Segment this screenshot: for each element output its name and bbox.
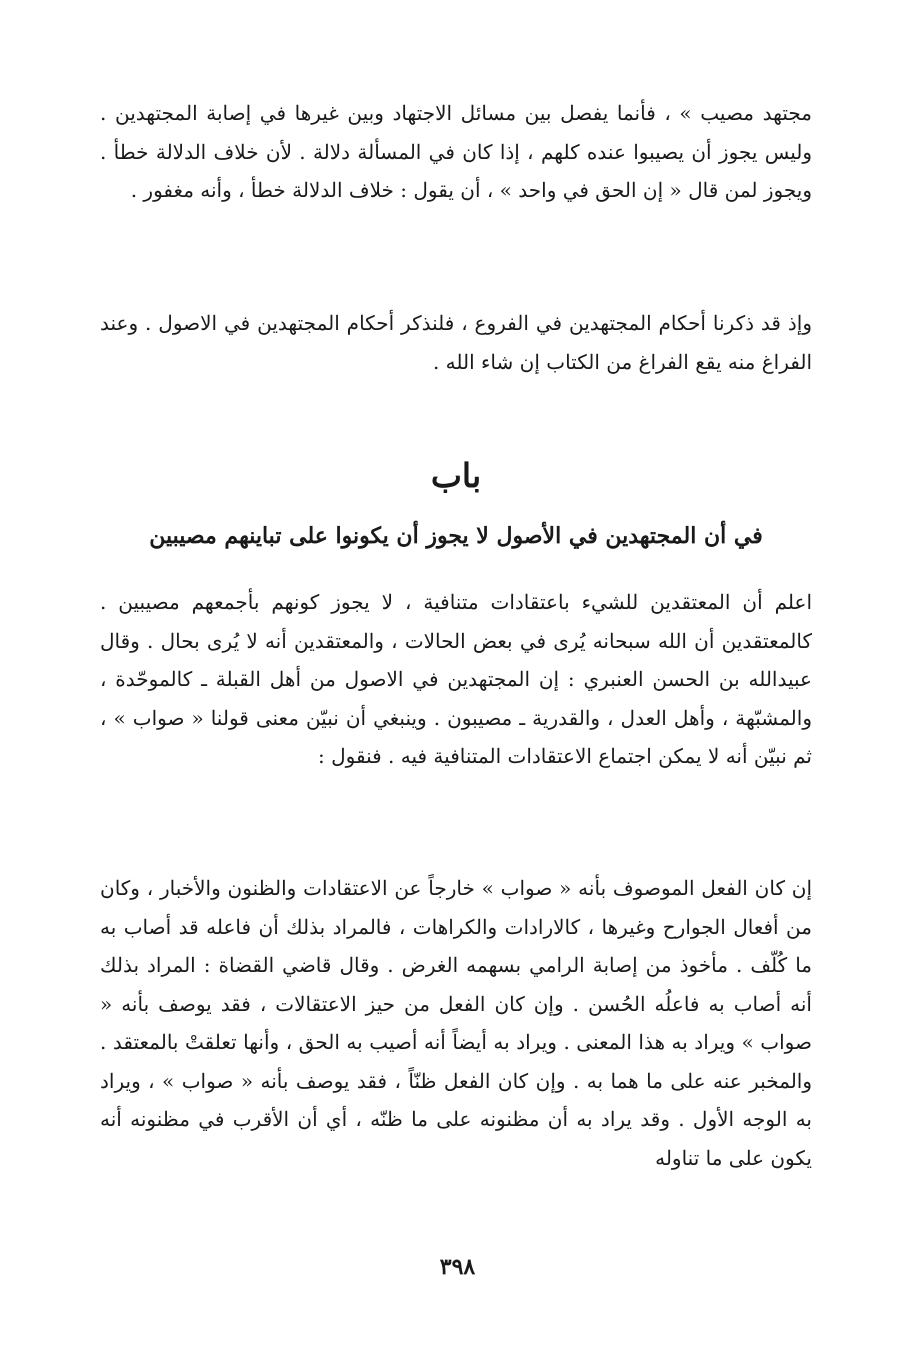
- paragraph-intro: اعلم أن المعتقدين للشيء باعتقادات متنافية ، لا يجوز كونهم بأجمعهم مصيبين . كالمعتقدين أن الله سبحانه يُرى في بعض الحالات ، والمعتقدين أنه لا يُرى بحال . وقال عبيدالله بن الحسن العنبري : إن المجتهدين في الاصول من أهل القبلة ـ كالموحّدة ، والمشبّهة ، وأهل العدل ، والقدرية ـ مصيبون . وينبغي أن نبيّن معنى قولنا « صواب » ، ثم نبيّن أنه لا يمكن اجتماع الاعتقادات المتنافية فيه . فنقول :: [100, 590, 812, 768]
- chapter-subtitle: في أن المجتهدين في الأصول لا يجوز أن يكونوا على تباينهم مصيبين: [149, 523, 763, 549]
- paragraph-continuation: مجتهد مصيب » ، فأنما يفصل بين مسائل الاجتهاد وبين غيرها في إصابة المجتهدين . وليس يجوز أن يصيبوا عنده كلهم ، إذا كان في المسألة دلالة . لأن خلاف الدلالة خطأ . ويجوز لمن قال « إن الحق في واحد » ، أن يقول : خلاف الدلالة خطأ ، وأنه مغفور .: [100, 101, 812, 202]
- paragraph-transition: وإذ قد ذكرنا أحكام المجتهدين في الفروع ، فلنذكر أحكام المجتهدين في الاصول . وعند الفراغ منه يقع الفراغ من الكتاب إن شاء الله .: [100, 311, 812, 374]
- page-number: ٣٩٨: [439, 1254, 476, 1280]
- chapter-title: باب: [430, 456, 482, 495]
- paragraph-body: إن كان الفعل الموصوف بأنه « صواب » خارجاً عن الاعتقادات والظنون والأخبار ، وكان من أفعال الجوارح وغيرها ، كالارادات والكراهات ، فالمراد بذلك أن فاعله قد أصاب به ما كُلّف . مأخوذ من إصابة الرامي بسهمه الغرض . وقال قاضي القضاة : المراد بذلك أنه أصاب به فاعلُه الحُسن . وإن كان الفعل من حيز الاعتقالات ، فقد يوصف بأنه « صواب » ويراد به هذا المعنى . ويراد به أيضاً أنه أصيب به الحق ، وأنها تعلقتْ بالمعتقد . والمخبر عنه على ما هما به . وإن كان الفعل ظنّاً ، فقد يوصف بأنه « صواب » ، ويراد به الوجه الأول . وقد يراد به أن مظنونه على ما ظنّه ، أي أن الأقرب في مظنونه أنه يكون على ما تناوله: [100, 876, 812, 1170]
